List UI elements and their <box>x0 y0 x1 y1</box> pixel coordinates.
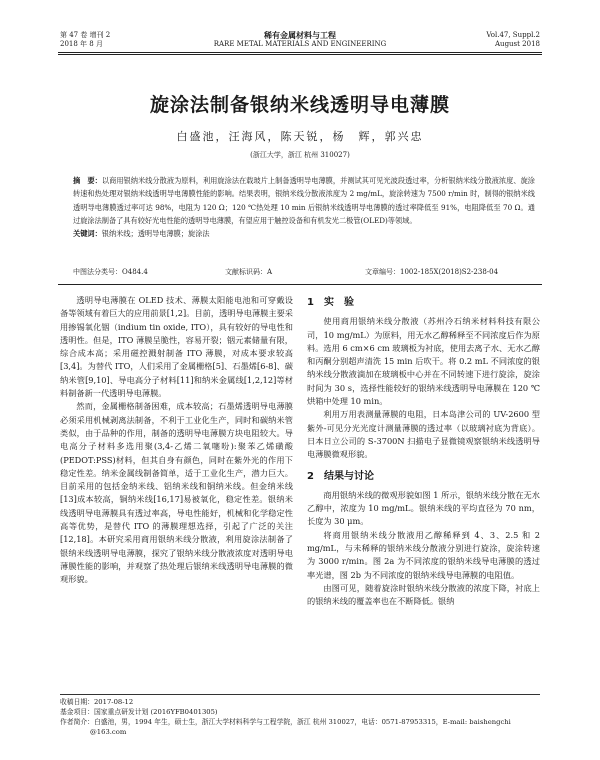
received-date: 收稿日期：2017-08-12 <box>60 698 134 706</box>
journal-name-cn: 稀有金属材料与工程 <box>264 30 336 40</box>
author-bio: 作者简介：白盛池，男，1994 年生，硕士生，浙江大学材料科学与工程学院，浙江 杭州 310027，电话：0571-87953315，E-mail: baishengchi <box>60 718 511 726</box>
results-paragraph-3: 由图可见，随着旋涂时银纳米线分散液的浓度下降，衬底上的银纳米线的覆盖率也在不断降低。银纳 <box>307 582 540 607</box>
keywords-text: 银纳米线；透明导电薄膜；旋涂法 <box>101 229 210 239</box>
header-month: August 2018 <box>495 40 540 48</box>
header-volume <box>60 31 110 49</box>
paper-affiliation: (浙江大学，浙江 杭州 310027) <box>250 151 350 159</box>
abstract-rule <box>58 284 542 285</box>
section-2-title: 2 结果与讨论 <box>307 470 374 482</box>
document-code: 文献标识码：A <box>225 268 273 276</box>
clc-number: 中图法分类号：O484.4 <box>73 268 148 276</box>
intro-paragraph-1: 透明导电薄膜在 OLED 技术、薄膜太阳能电池和可穿戴设备等领域有着巨大的应用前景[1,2]。目前，透明导电薄膜主要采用掺锡氧化铟（indium tin oxide, ITO），具有较好的导电性和透明性。但是，ITO 薄膜呈脆性，容易开裂；铟元素储量有限，综合成本高；采用磁控溅射制备 ITO 薄膜，对成本要求较高[3,4]。为替代 ITO，人们采用了金属栅格[5]、石墨烯[6-8]、碳纳米管[9,10]、导电高分子材料[11]和纳米金属线[1,2,12]等材料制备新一代透明导电薄膜。 <box>60 295 293 399</box>
footnote-rule <box>60 694 540 695</box>
abstract-text: 以商用银纳米线分散液为原料，利用旋涂法在载玻片上制备透明导电薄膜，并测试其可见光波段透过率，分析银纳米线分散液浓度、旋涂转速和热处理对银纳米线透明导电薄膜性能的影响。结果表明，银纳米线分散液浓度为 2 mg/mL，旋涂转速为 7500 r/min 时，制得的银纳米线透明导电薄膜透过率可达 98%，电阻为 120 Ω；120 ℃热处理 10 min 后银纳米线透明导电薄膜的透过率降低至 91%，电阻降低至 70 Ω。通过旋涂法制备了具有较好光电性能的透明导电薄膜，有望应用于触控设备和有机发光二极管(OLED)等领域。 <box>73 176 535 225</box>
fund-info: 基金项目：国家重点研发计划 (2016YFB0401305) <box>60 708 218 716</box>
header-rule-2 <box>58 54 542 55</box>
experiment-paragraph-2: 利用万用表测量薄膜的电阻，日本岛津公司的 UV-2600 型紫外-可见分光光度计测量薄膜的透过率（以玻璃衬底为背底）。日本日立公司的 S-3700N 扫描电子显微镜观察银纳米线透明导电薄膜微观形貌。 <box>307 409 540 460</box>
header-right <box>486 31 540 49</box>
right-column <box>307 296 540 609</box>
experiment-paragraph-1: 使用商用银纳米线分散液（苏州冷石纳米材料科技有限公司，10 mg/mL）为原料，用无水乙醇稀释至不同浓度后作为原料。选用 6 cm×6 cm 玻璃板为衬底，使用去离子水、无水乙醇和丙酮分别超声清洗 15 min 后吹干。将 0.2 mL 不同浓度的银纳米线分散液滴加在玻璃板中心并在不同转速下进行旋涂，旋涂时间为 30 s，选择性能较好的银纳米线透明导电薄膜在 120 ℃烘箱中处理 10 min。 <box>307 316 540 407</box>
journal-name-en: RARE METAL MATERIALS AND ENGINEERING <box>213 40 387 48</box>
results-paragraph-1: 商用银纳米线的微观形貌如图 1 所示，银纳米线分散在无水乙醇中，浓度为 10 mg/mL。银纳米线的平均直径为 70 nm，长度为 30 μm。 <box>307 489 540 527</box>
keywords-label: 关键词： <box>73 229 102 239</box>
header-journal <box>170 31 430 49</box>
header-rule <box>58 52 542 53</box>
results-paragraph-2: 将商用银纳米线分散液用乙醇稀释到 4、3、2.5 和 2 mg/mL，与未稀释的银纳米线分散液分别进行旋涂，旋涂转速为 3000 r/min。图 2a 为不同浓度的银纳米线导电薄膜的透过率光谱，图 2b 为不同浓度的银纳米线导电薄膜的电阻值。 <box>307 529 540 580</box>
header-date: 2018 年 8 月 <box>60 40 103 48</box>
intro-paragraph-2: 然而，金属栅格制备困难，成本较高；石墨烯透明导电薄膜必须采用机械剥离法制备，不利于工业化生产，同时和碳纳米管类似，由于品种的作用，制备的透明导电薄膜方块电阻较大。导电高分子材料多选用聚(3,4-乙烯二氧噻吩):聚苯乙烯磺酸(PEDOT:PSS)材料，但其自身有颜色，同时在紫外光的作用下稳定性差。纳米金属线制备简单，适于工业化生产，潜力巨大。目前采用的包括金纳米线、铝纳米线和铜纳米线。但金纳米线[13]成本较高，铜纳米线[16,17]易被氧化，稳定性差。银纳米线透明导电薄膜具有透过率高，导电性能好，机械和化学稳定性高等优势，是替代 ITO 的薄膜理想选择，引起了广泛的关注[12,18]。本研究采用商用银纳米线分散液，利用旋涂法制备了银纳米线透明导电薄膜，探究了银纳米线分散液浓度对透明导电薄膜性能的影响，并观察了热处理后银纳米线透明导电薄膜的微观形貌。 <box>60 401 293 585</box>
paper-authors: 白盛池，汪海风，陈天锐，杨 辉，郭兴忠 <box>176 130 424 143</box>
paper-title: 旋涂法制备银纳米线透明导电薄膜 <box>149 94 450 116</box>
article-number: 文章编号：1002-185X(2018)S2-238-04 <box>365 268 499 276</box>
header-suppl: Vol.47, Suppl.2 <box>486 31 540 39</box>
author-email: @163.com <box>90 728 127 736</box>
section-1-title: 1 实 验 <box>307 297 354 308</box>
left-column <box>60 294 293 587</box>
footnote <box>60 697 540 737</box>
header-volume-issue: 第 47 卷 增刊 2 <box>60 31 111 39</box>
abstract-label: 摘 要： <box>73 176 102 185</box>
abstract <box>73 174 535 240</box>
